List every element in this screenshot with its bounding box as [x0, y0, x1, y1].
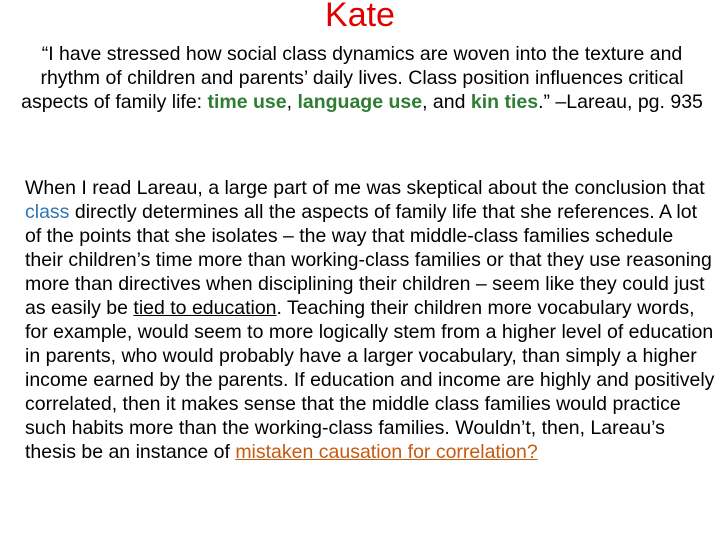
quote-text-1: “I have stressed how social class dynamics are woven into the texture and rhythm of children and parents’ daily lives. Class position influences critical aspects of family life:: [21, 43, 684, 113]
body-link-mistaken-causation[interactable]: mistaken causation for correlation?: [235, 441, 538, 463]
quote-term-kin-ties: kin ties: [470, 91, 539, 113]
body-text-2: directly determines all the aspects of family life that she references. A lot of the points that she isolates – the way that middle-class families schedule their children’s time more than working-class families or that they use reasoning more than directives when disciplining their children – seem like they could just as easily be: [25, 201, 712, 319]
quote-text-2: .” –Lareau, pg. 935: [538, 91, 703, 113]
body-keyword-class: class: [25, 201, 70, 223]
quote-sep-1: ,: [286, 91, 298, 113]
lareau-quote: [18, 42, 706, 114]
quote-term-time-use: time use: [207, 91, 287, 113]
body-paragraph: [25, 176, 715, 464]
slide-title: Kate: [325, 0, 395, 34]
quote-term-language-use: language use: [297, 91, 423, 113]
body-text-3: . Teaching their children more vocabulary words, for example, would seem to more logically stem from a higher level of education in parents, who would probably have a larger vocabulary, than simply a higher income earned by the parents. If education and income are highly and positively correlated, then it makes sense that the middle class families would practice such habits more than the working-class families. Wouldn’t, then, Lareau’s thesis be an instance of: [25, 297, 715, 463]
body-underlined-phrase: tied to education: [133, 297, 277, 319]
quote-sep-2: , and: [422, 91, 471, 113]
body-text-1: When I read Lareau, a large part of me was skeptical about the conclusion that: [25, 177, 705, 199]
